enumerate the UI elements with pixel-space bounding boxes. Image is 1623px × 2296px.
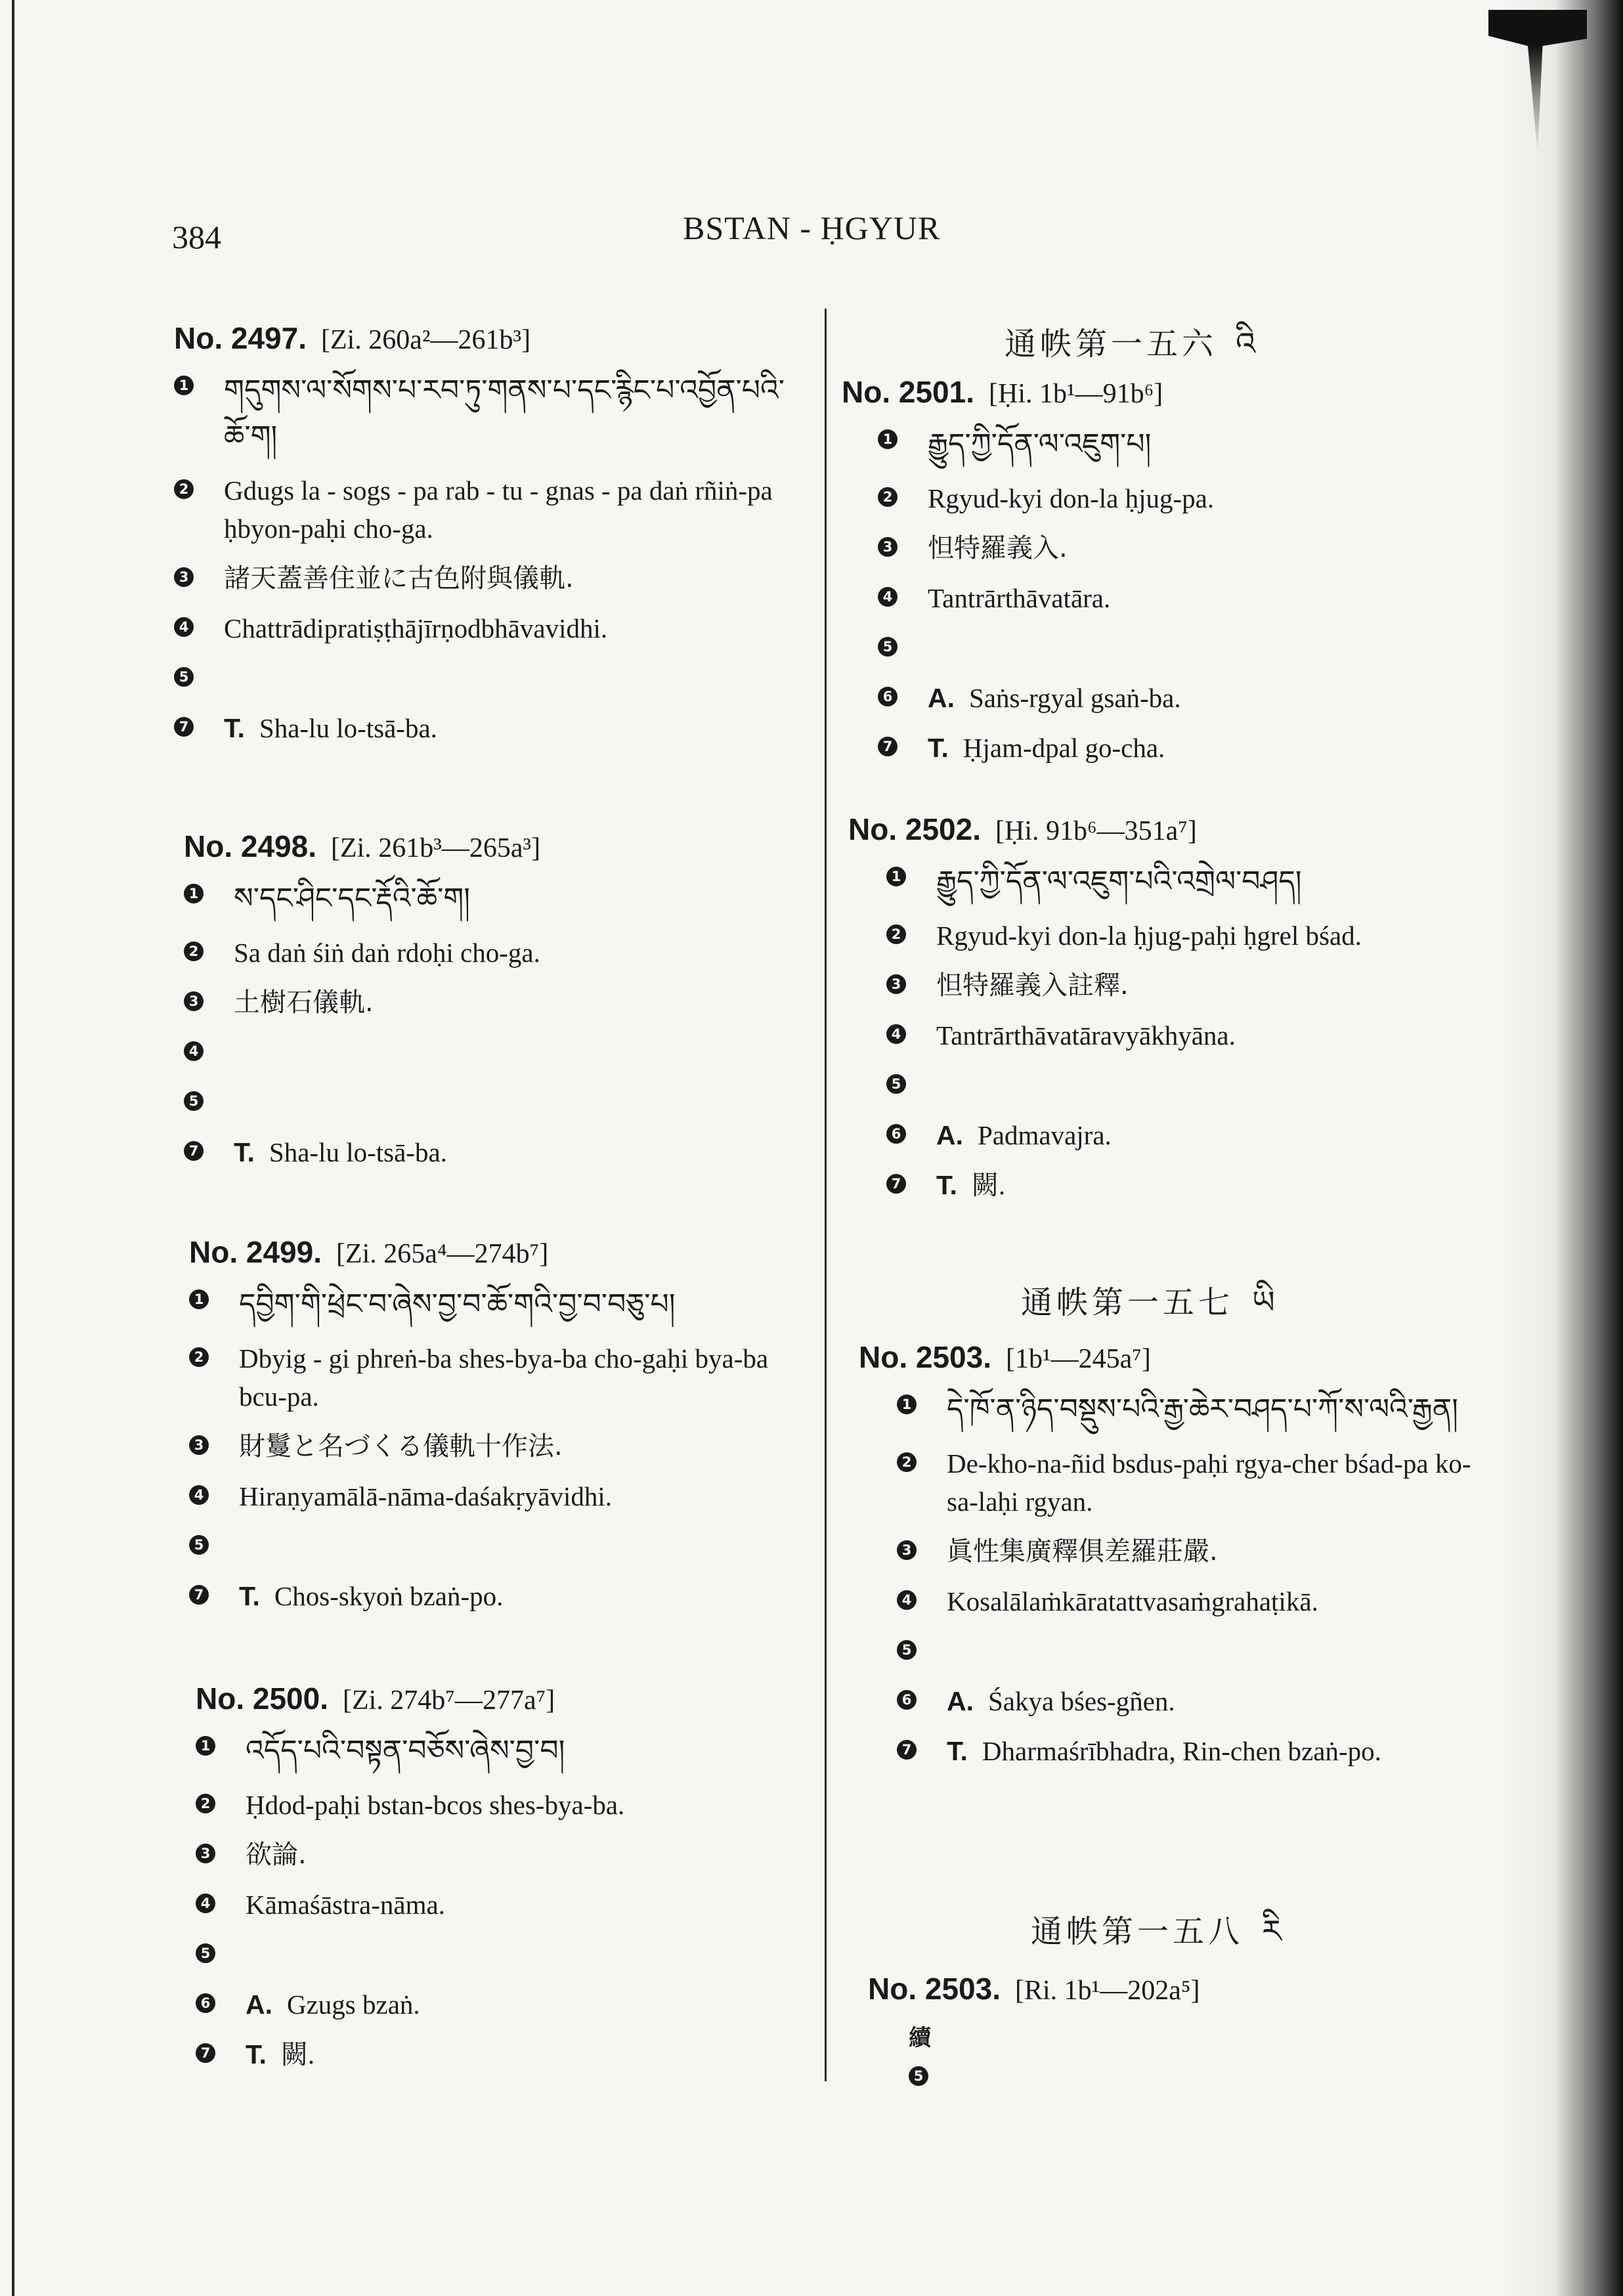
marker-7: 7 <box>196 2043 215 2063</box>
translator-label: T. <box>928 733 949 763</box>
translator-line <box>174 709 824 747</box>
translator-name: Sha-lu lo-tsā-ba. <box>259 713 437 743</box>
marker-4: 4 <box>897 1590 917 1610</box>
marker-1: 1 <box>174 376 194 395</box>
translator-name: Dharmaśrībhadra, Rin-chen bzaṅ-po. <box>982 1736 1381 1766</box>
romanized-title-line <box>842 479 1492 517</box>
marker-3: 3 <box>878 537 898 557</box>
marker-2: 2 <box>184 942 204 961</box>
entry-header <box>196 1681 823 1716</box>
marker-3: 3 <box>189 1435 209 1455</box>
empty-line-5 <box>184 1083 821 1121</box>
romanized-title-line <box>174 471 824 548</box>
translator-label: T. <box>936 1170 957 1200</box>
chinese-title: 怛特羅義入. <box>928 533 1068 563</box>
folio-reference: [Ḥi. 1b¹—91b⁶] <box>989 379 1163 409</box>
author-name: Śakya bśes-gñen. <box>988 1686 1175 1716</box>
section-title: 通帙第一五七 <box>1021 1286 1234 1320</box>
marker-5: 5 <box>189 1535 209 1555</box>
page-number: 384 <box>172 219 221 255</box>
entry-2503-continued <box>868 1971 1459 2086</box>
entry-2498 <box>184 829 821 1171</box>
folio-reference: [Zi. 261b³—265a³] <box>331 833 541 863</box>
scan-shadow <box>1498 0 1623 2296</box>
marker-7: 7 <box>886 1174 906 1194</box>
entry-number: No. 2498. <box>184 829 316 863</box>
marker-5: 5 <box>196 1943 215 1963</box>
entry-number: No. 2502. <box>848 812 981 846</box>
translator-line <box>859 1732 1492 1770</box>
tibetan-title-line <box>189 1282 823 1328</box>
marker-3: 3 <box>174 567 194 587</box>
romanized-title: Rgyud-kyi don-la ḥjug-pa. <box>928 483 1215 513</box>
chinese-title-line <box>848 966 1492 1005</box>
romanized-title: Rgyud-kyi don-la ḥjug-paḥi ḥgrel bśad. <box>936 921 1362 951</box>
translator-line <box>184 1133 821 1171</box>
marker-5: 5 <box>886 1074 906 1094</box>
sanskrit-title: Chattrādipratiṣṭhājīrṇodbhāvavidhi. <box>224 613 608 643</box>
marker-3: 3 <box>886 974 906 994</box>
author-label: A. <box>947 1686 974 1716</box>
marker-2: 2 <box>196 1794 215 1813</box>
entry-header <box>848 812 1492 847</box>
marker-1: 1 <box>897 1395 917 1414</box>
empty-line-5 <box>859 1632 1492 1670</box>
marker-7: 7 <box>897 1740 917 1760</box>
chinese-title: 怛特羅義入註釋. <box>936 970 1129 1001</box>
tibetan-title: རྒྱུད་ཀྱི་དོན་ལ་འཇུག་པའི་འགྲེལ་བཤད། <box>936 865 1302 898</box>
chinese-title-line <box>174 559 824 597</box>
sanskrit-title: Kosalālaṁkāratattvasaṁgrahaṭikā. <box>947 1586 1318 1616</box>
entry-2497 <box>174 320 824 747</box>
translator-name: Ḥjam-dpal go-cha. <box>963 733 1165 763</box>
marker-4: 4 <box>174 617 194 637</box>
entry-2501 <box>842 374 1492 767</box>
marker-5: 5 <box>897 1640 917 1660</box>
translator-label: T. <box>947 1736 968 1766</box>
tibetan-title-line <box>859 1387 1492 1433</box>
entry-2500 <box>196 1681 823 2073</box>
entry-number: No. 2500. <box>196 1681 328 1716</box>
romanized-title-line <box>184 934 821 972</box>
chinese-title-line <box>184 984 821 1022</box>
tibetan-title-line <box>184 876 821 922</box>
entry-header <box>184 829 821 864</box>
empty-line-5 <box>189 1527 823 1565</box>
author-line <box>842 679 1492 717</box>
author-label: A. <box>928 683 955 713</box>
chinese-title: 眞性集廣釋俱差羅莊嚴. <box>947 1536 1218 1567</box>
empty-line-4 <box>184 1033 821 1072</box>
empty-line-5 <box>174 659 824 697</box>
marker-7: 7 <box>189 1585 209 1605</box>
marker-2: 2 <box>897 1452 917 1472</box>
romanized-title: De-kho-na-ñid bsdus-paḥi rgya-cher bśad-pa ko-sa-laḥi rgyan. <box>947 1448 1471 1517</box>
author-label: A. <box>936 1120 963 1150</box>
marker-1: 1 <box>878 429 898 449</box>
sanskrit-title: Tantrārthāvatāra. <box>928 583 1111 613</box>
translator-label: T. <box>224 713 245 743</box>
entry-number: No. 2497. <box>174 321 307 355</box>
chinese-title: 土樹石儀軌. <box>234 987 374 1018</box>
marker-4: 4 <box>878 587 898 607</box>
translator-name: Chos-skyoṅ bzaṅ-po. <box>274 1581 504 1611</box>
running-head: BSTAN - ḤGYUR <box>683 209 941 246</box>
translator-label: T. <box>239 1581 260 1611</box>
tibetan-title: དེ་ཁོ་ན་ཉིད་བསྡུས་པའི་རྒྱ་ཆེར་བཤད་པ་ཀོ་ས་ལའི་རྒྱན། <box>947 1393 1458 1426</box>
tibetan-title: དབྱིག་གི་ཕྲེང་བ་ཞེས་བྱ་བ་ཆོ་གའི་བྱ་བ་བཅུ་པ། <box>239 1288 676 1321</box>
volume-letter: ཡི <box>1252 1284 1279 1321</box>
marker-7: 7 <box>184 1141 204 1161</box>
empty-line-5 <box>842 629 1492 667</box>
sanskrit-title-line <box>842 579 1492 617</box>
romanized-title: Dbyig - gi phreṅ-ba shes-bya-ba cho-gaḥi bya-ba bcu-pa. <box>239 1343 769 1412</box>
author-name: Saṅs-rgyal gsaṅ-ba. <box>969 683 1181 713</box>
entry-header <box>174 320 824 356</box>
entry-header <box>842 374 1492 410</box>
entry-number: No. 2501. <box>842 375 974 409</box>
page-edge-rule <box>12 0 14 2296</box>
marker-4: 4 <box>886 1024 906 1044</box>
chinese-title: 財鬘と名づくる儀軌十作法. <box>239 1431 563 1462</box>
marker-5: 5 <box>909 2066 928 2086</box>
marker-7: 7 <box>878 737 898 756</box>
marker-7: 7 <box>174 717 194 737</box>
section-title: 通帙第一五八 <box>1031 1915 1244 1949</box>
translator-name: 闕. <box>971 1170 1006 1200</box>
marker-3: 3 <box>184 991 204 1011</box>
continued-line-5 <box>868 2058 1459 2086</box>
marker-6: 6 <box>196 1993 215 2013</box>
entry-header <box>868 1971 1459 2006</box>
chinese-title-line <box>859 1532 1492 1570</box>
chinese-title-line <box>196 1836 823 1874</box>
translator-line <box>196 2035 823 2073</box>
marker-3: 3 <box>897 1540 917 1560</box>
entry-number: No. 2499. <box>189 1235 322 1269</box>
marker-4: 4 <box>184 1041 204 1061</box>
column-divider <box>825 309 827 2081</box>
romanized-title: Ḥdod-paḥi bstan-bcos shes-bya-ba. <box>246 1790 625 1820</box>
marker-3: 3 <box>196 1844 215 1863</box>
romanized-title-line <box>848 917 1492 955</box>
sanskrit-title: Hiraṇyamālā-nāma-daśakṛyāvidhi. <box>239 1481 613 1511</box>
tibetan-title: རྒྱུད་ཀྱི་དོན་ལ་འཇུག་པ། <box>928 427 1152 461</box>
marker-1: 1 <box>196 1736 215 1756</box>
marker-5: 5 <box>174 667 194 687</box>
romanized-title-line <box>189 1339 823 1416</box>
entry-2502 <box>848 812 1492 1204</box>
entry-2503 <box>859 1339 1492 1770</box>
marker-6: 6 <box>886 1124 906 1144</box>
marker-4: 4 <box>196 1894 215 1913</box>
marker-6: 6 <box>878 687 898 706</box>
volume-letter: འི <box>1236 326 1260 362</box>
entry-header <box>859 1339 1492 1375</box>
tibetan-title-line <box>848 859 1492 905</box>
sanskrit-title: Kāmaśāstra-nāma. <box>246 1890 445 1920</box>
tibetan-title-line <box>842 422 1492 467</box>
entry-2499 <box>189 1234 823 1615</box>
translator-label: T. <box>246 2039 267 2069</box>
tibetan-title: འདོད་པའི་བསྟན་བཅོས་ཞེས་བྱ་བ། <box>246 1734 565 1767</box>
translator-line <box>189 1577 823 1615</box>
marker-6: 6 <box>897 1690 917 1710</box>
translator-name: 闕. <box>280 2039 315 2069</box>
chinese-title-line <box>189 1427 823 1465</box>
translator-line <box>842 729 1492 767</box>
marker-5: 5 <box>878 637 898 657</box>
folio-reference: [Ḥi. 91b⁶—351a⁷] <box>995 816 1197 846</box>
tibetan-title: ས་དང་ཤིང་དང་རྡོའི་ཆོ་ག། <box>234 882 471 915</box>
tibetan-title-line <box>174 368 824 460</box>
empty-line-5 <box>196 1936 823 1974</box>
tibetan-title: གདུགས་ལ་སོགས་པ་རབ་ཏུ་གནས་པ་དང་རྙིང་པ་འབྱོན་པའི་ཆོ་ག། <box>224 374 785 453</box>
folio-reference: [Zi. 260a²—261b³] <box>321 325 531 355</box>
translator-label: T. <box>234 1137 255 1167</box>
author-line <box>859 1682 1492 1720</box>
marker-1: 1 <box>886 867 906 886</box>
marker-2: 2 <box>886 924 906 944</box>
romanized-title: Gdugs la - sogs - pa rab - tu - gnas - pa daṅ rñiṅ-pa ḥbyon-paḥi cho-ga. <box>224 475 773 544</box>
sanskrit-title-line <box>848 1016 1492 1054</box>
folio-reference: [Zi. 265a⁴—274b⁷] <box>336 1239 549 1269</box>
sanskrit-title-line <box>859 1582 1492 1620</box>
sanskrit-title-line <box>196 1886 823 1924</box>
section-title: 通帙第一五六 <box>1005 327 1218 362</box>
sanskrit-title: Tantrārthāvatāravyākhyāna. <box>936 1020 1236 1051</box>
translator-name: Sha-lu lo-tsā-ba. <box>269 1137 447 1167</box>
tibetan-title-line <box>196 1728 823 1774</box>
author-name: Padmavajra. <box>978 1120 1112 1150</box>
chinese-title: 欲論. <box>246 1840 307 1870</box>
author-line <box>196 1985 823 2024</box>
folio-reference: [Zi. 274b⁷—277a⁷] <box>343 1685 555 1716</box>
author-name: Gzugs bzaṅ. <box>287 1989 420 2020</box>
romanized-title-line <box>859 1444 1492 1521</box>
marker-1: 1 <box>184 884 204 903</box>
author-line <box>848 1116 1492 1154</box>
sanskrit-title-line <box>174 609 824 647</box>
folio-reference: [Ri. 1b¹—202a⁵] <box>1015 1976 1200 2006</box>
continued-mark: 續 <box>909 2025 931 2051</box>
entry-number: No. 2503. <box>859 1340 991 1374</box>
entry-header <box>189 1234 823 1270</box>
romanized-title: Sa daṅ śiṅ daṅ rdoḥi cho-ga. <box>234 938 540 968</box>
chinese-title: 諸天蓋善住並に古色附與儀軌. <box>224 563 574 594</box>
marker-4: 4 <box>189 1485 209 1505</box>
author-label: A. <box>246 1989 272 2020</box>
marker-2: 2 <box>189 1347 209 1367</box>
empty-line-5 <box>848 1066 1492 1104</box>
volume-letter: རི <box>1262 1913 1286 1950</box>
translator-line <box>848 1166 1492 1204</box>
sanskrit-title-line <box>189 1477 823 1515</box>
marker-5: 5 <box>184 1091 204 1111</box>
folio-reference: [1b¹—245a⁷] <box>1006 1344 1151 1374</box>
marker-1: 1 <box>189 1289 209 1309</box>
romanized-title-line <box>196 1786 823 1824</box>
chinese-title-line <box>842 529 1492 567</box>
marker-2: 2 <box>878 487 898 507</box>
marker-2: 2 <box>174 479 194 499</box>
entry-number: No. 2503. <box>868 1972 1001 2006</box>
